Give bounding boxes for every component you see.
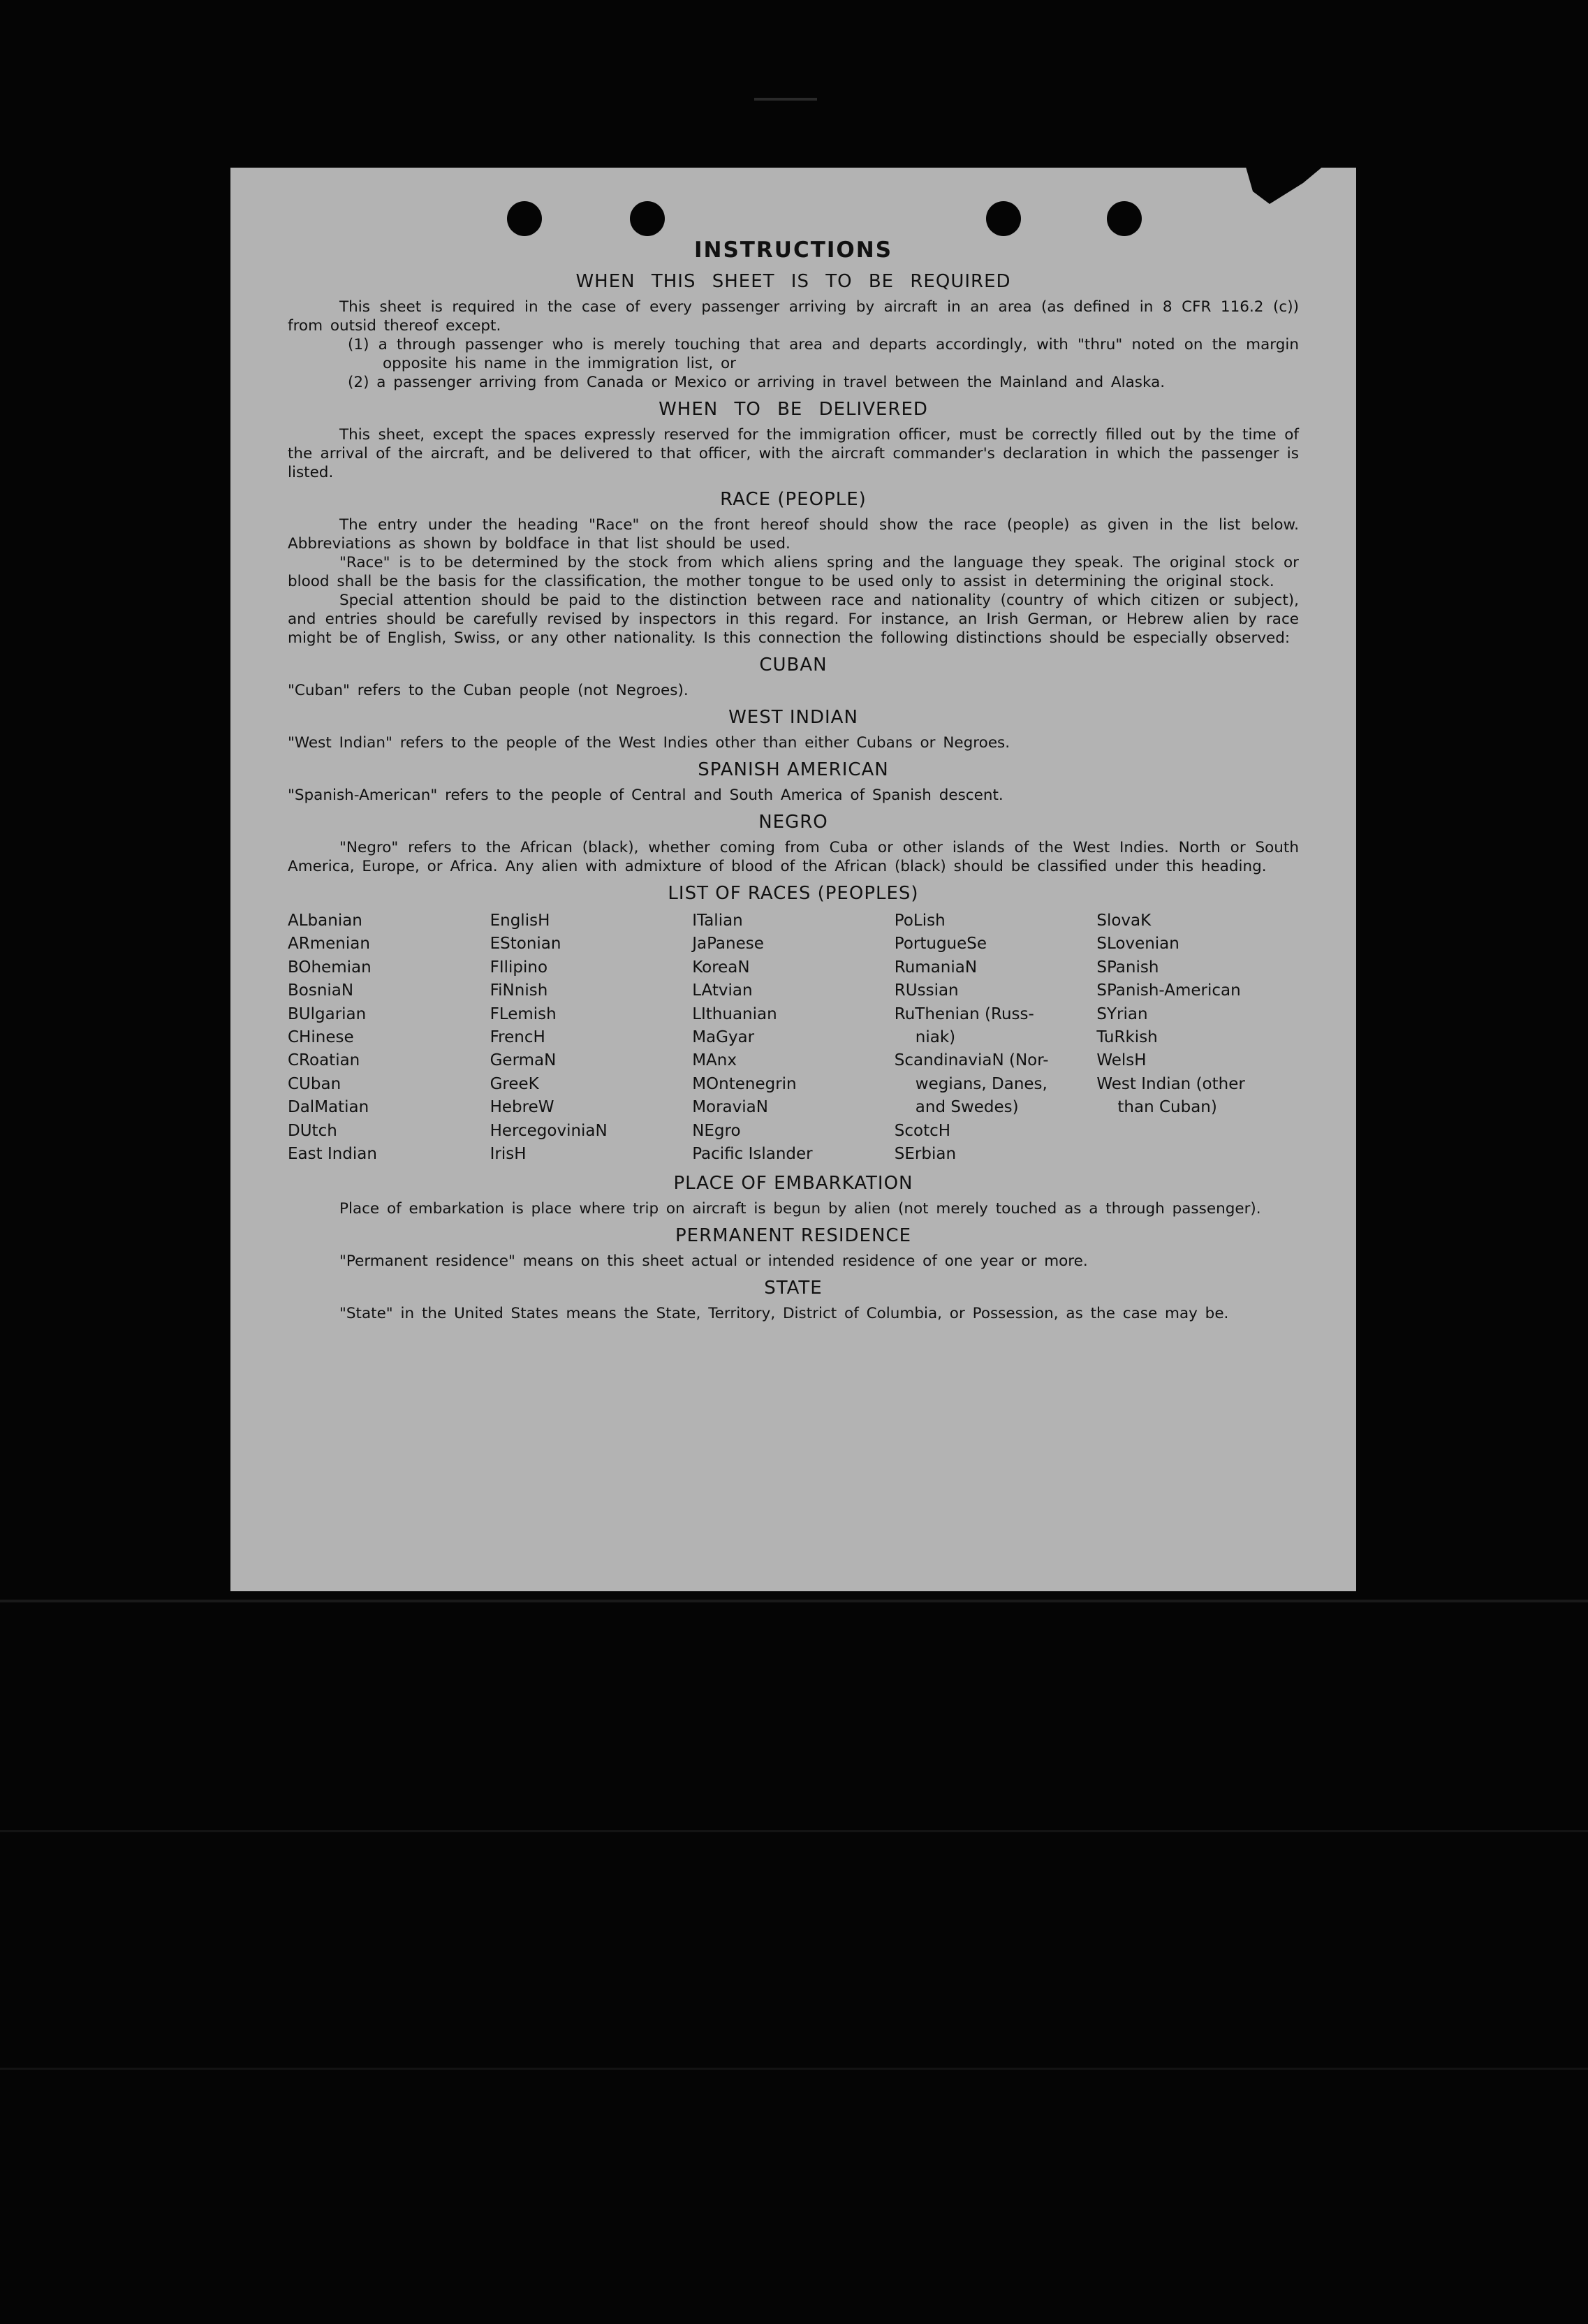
race-entry: ScotcH bbox=[894, 1121, 951, 1140]
race-entry: KoreaN bbox=[692, 958, 750, 977]
paragraph-required: This sheet is required in the case of every passenger arriving by aircraft in an area (as defined in 8 CFR 116.2 (c)) from outsid thereof except. bbox=[288, 298, 1299, 335]
punch-hole-2 bbox=[630, 201, 665, 236]
punch-hole-4 bbox=[1107, 201, 1142, 236]
race-column bbox=[895, 909, 1097, 1166]
exception-item-1: (1) a through passenger who is merely touching that area and departs accordingly, with "thru" noted on the margin opposite his name in the immigration list, or bbox=[348, 336, 1299, 372]
race-column bbox=[1096, 909, 1299, 1166]
race-entry: SYrian bbox=[1096, 1004, 1148, 1023]
race-entry: NEgro bbox=[692, 1121, 741, 1140]
section-heading-west-indian: WEST INDIAN bbox=[728, 707, 858, 728]
race-entry: BosniaN bbox=[288, 981, 354, 1000]
race-entry: JaPanese bbox=[692, 935, 764, 953]
paragraph-cuban: "Cuban" refers to the Cuban people (not Negroes). bbox=[288, 682, 689, 699]
race-entry: ITalian bbox=[692, 912, 743, 930]
paragraph-west-indian: "West Indian" refers to the people of the West Indies other than either Cubans or Negroes. bbox=[288, 734, 1010, 752]
races-heading: LIST OF RACES (PEOPLES) bbox=[668, 883, 919, 904]
race-entry: East Indian bbox=[288, 1145, 377, 1164]
paragraph-race-3: Special attention should be paid to the distinction between race and nationality (country of which citizen or subject), and entries should be carefully revised by inspectors in this regard. For instance, an Irish German, or Hebrew alien by race might be of English, Swiss, or any other nationality. Is this connection the following distinctions should be especially observed: bbox=[288, 592, 1299, 647]
race-entry: CHinese bbox=[288, 1028, 354, 1047]
section-heading-race: RACE (PEOPLE) bbox=[720, 489, 867, 510]
race-column bbox=[490, 909, 693, 1166]
paragraph-embarkation: Place of embarkation is place where trip on aircraft is begun by alien (not merely touched as a through passenger). bbox=[339, 1200, 1261, 1218]
race-entry: WelsH bbox=[1096, 1051, 1147, 1070]
race-entry: PortugueSe bbox=[894, 935, 987, 953]
race-entry: SPanish bbox=[1096, 958, 1159, 977]
race-entry: wegians, Danes, bbox=[915, 1074, 1047, 1093]
section-heading-embarkation: PLACE OF EMBARKATION bbox=[673, 1173, 913, 1194]
race-entry: TuRkish bbox=[1096, 1028, 1158, 1047]
punch-hole-1 bbox=[507, 201, 542, 236]
race-entry: ALbanian bbox=[288, 912, 362, 930]
race-column bbox=[692, 909, 895, 1166]
race-entry: SErbian bbox=[894, 1145, 957, 1164]
section-heading-spanish-american: SPANISH AMERICAN bbox=[698, 759, 889, 780]
race-entry: FrencH bbox=[490, 1028, 545, 1047]
paragraph-delivered: This sheet, except the spaces expressly reserved for the immigration officer, must be correctly filled out by the time of the arrival of the aircraft, and be delivered to that officer, with the aircraft commander's declaration in which the passenger is listed. bbox=[288, 426, 1299, 481]
exception-item-2: (2) a passenger arriving from Canada or Mexico or arriving in travel between the Mainland and Alaska. bbox=[348, 374, 1166, 391]
race-entry: MOntenegrin bbox=[692, 1074, 797, 1093]
paragraph-permanent-residence: "Permanent residence" means on this sheet actual or intended residence of one year or more. bbox=[339, 1252, 1088, 1271]
race-entry: BUlgarian bbox=[288, 1004, 367, 1023]
race-entry: Pacific Islander bbox=[692, 1145, 813, 1164]
race-entry: IrisH bbox=[490, 1145, 527, 1164]
race-entry: LIthuanian bbox=[692, 1004, 777, 1023]
race-entry: SLovenian bbox=[1096, 935, 1179, 953]
race-entry: GermaN bbox=[490, 1051, 557, 1070]
race-entry: DUtch bbox=[288, 1121, 337, 1140]
instruction-sheet bbox=[230, 168, 1356, 1591]
race-entry: West Indian (other bbox=[1096, 1074, 1245, 1093]
section-heading-permanent-residence: PERMANENT RESIDENCE bbox=[675, 1225, 911, 1247]
race-entry: MAnx bbox=[692, 1051, 737, 1070]
page-title: INSTRUCTIONS bbox=[693, 237, 893, 263]
race-list bbox=[288, 909, 1299, 1166]
race-entry: CUban bbox=[288, 1074, 341, 1093]
punch-hole-3 bbox=[986, 201, 1021, 236]
torn-corner bbox=[1244, 168, 1328, 204]
race-entry: than Cuban) bbox=[1117, 1098, 1217, 1117]
section-heading-negro: NEGRO bbox=[758, 812, 828, 833]
paragraph-state: "State" in the United States means the State, Territory, District of Columbia, or Possession, as the case may be. bbox=[339, 1305, 1229, 1323]
race-entry: and Swedes) bbox=[915, 1098, 1019, 1117]
race-entry: BOhemian bbox=[288, 958, 372, 977]
race-entry: FLemish bbox=[490, 1004, 557, 1023]
race-entry: niak) bbox=[915, 1028, 956, 1047]
race-entry: PoLish bbox=[894, 912, 946, 930]
race-entry: GreeK bbox=[490, 1074, 539, 1093]
section-heading-required: WHEN THIS SHEET IS TO BE REQUIRED bbox=[575, 271, 1011, 292]
race-entry: EnglisH bbox=[490, 912, 550, 930]
race-entry: RumaniaN bbox=[894, 958, 978, 977]
race-entry: DalMatian bbox=[288, 1098, 369, 1117]
race-entry: ScandinaviaN (Nor- bbox=[894, 1051, 1049, 1070]
race-entry: FIlipino bbox=[490, 958, 548, 977]
race-entry: SlovaK bbox=[1096, 912, 1152, 930]
race-entry: MaGyar bbox=[692, 1028, 755, 1047]
section-heading-state: STATE bbox=[764, 1278, 823, 1299]
paragraph-spanish-american: "Spanish-American" refers to the people of Central and South America of Spanish descent. bbox=[288, 787, 1003, 804]
race-column bbox=[288, 909, 490, 1166]
race-entry: EStonian bbox=[490, 935, 561, 953]
race-entry: ARmenian bbox=[288, 935, 370, 953]
paragraph-race-1: The entry under the heading "Race" on the front hereof should show the race (people) as given in the list below. Abbreviations as shown by boldface in that list should be used. bbox=[288, 516, 1299, 553]
race-entry: CRoatian bbox=[288, 1051, 360, 1070]
race-entry: FiNnish bbox=[490, 981, 548, 1000]
paragraph-negro: "Negro" refers to the African (black), whether coming from Cuba or other islands of the West Indies. North or South America, Europe, or Africa. Any alien with admixture of blood of the African (black) should be classified under this heading. bbox=[288, 839, 1299, 875]
paragraph-race-2: "Race" is to be determined by the stock from which aliens spring and the language they speak. The original stock or blood shall be the basis for the classification, the mother tongue to be used only to assist in determining the original stock. bbox=[288, 554, 1299, 590]
race-entry: HebreW bbox=[490, 1098, 554, 1117]
race-entry: HercegoviniaN bbox=[490, 1121, 608, 1140]
race-entry: RUssian bbox=[894, 981, 959, 1000]
race-entry: SPanish-American bbox=[1096, 981, 1241, 1000]
section-heading-cuban: CUBAN bbox=[759, 655, 828, 675]
section-heading-delivered: WHEN TO BE DELIVERED bbox=[659, 399, 928, 420]
race-entry: RuThenian (Russ- bbox=[894, 1004, 1034, 1023]
race-entry: LAtvian bbox=[692, 981, 753, 1000]
race-entry: MoraviaN bbox=[692, 1098, 768, 1117]
